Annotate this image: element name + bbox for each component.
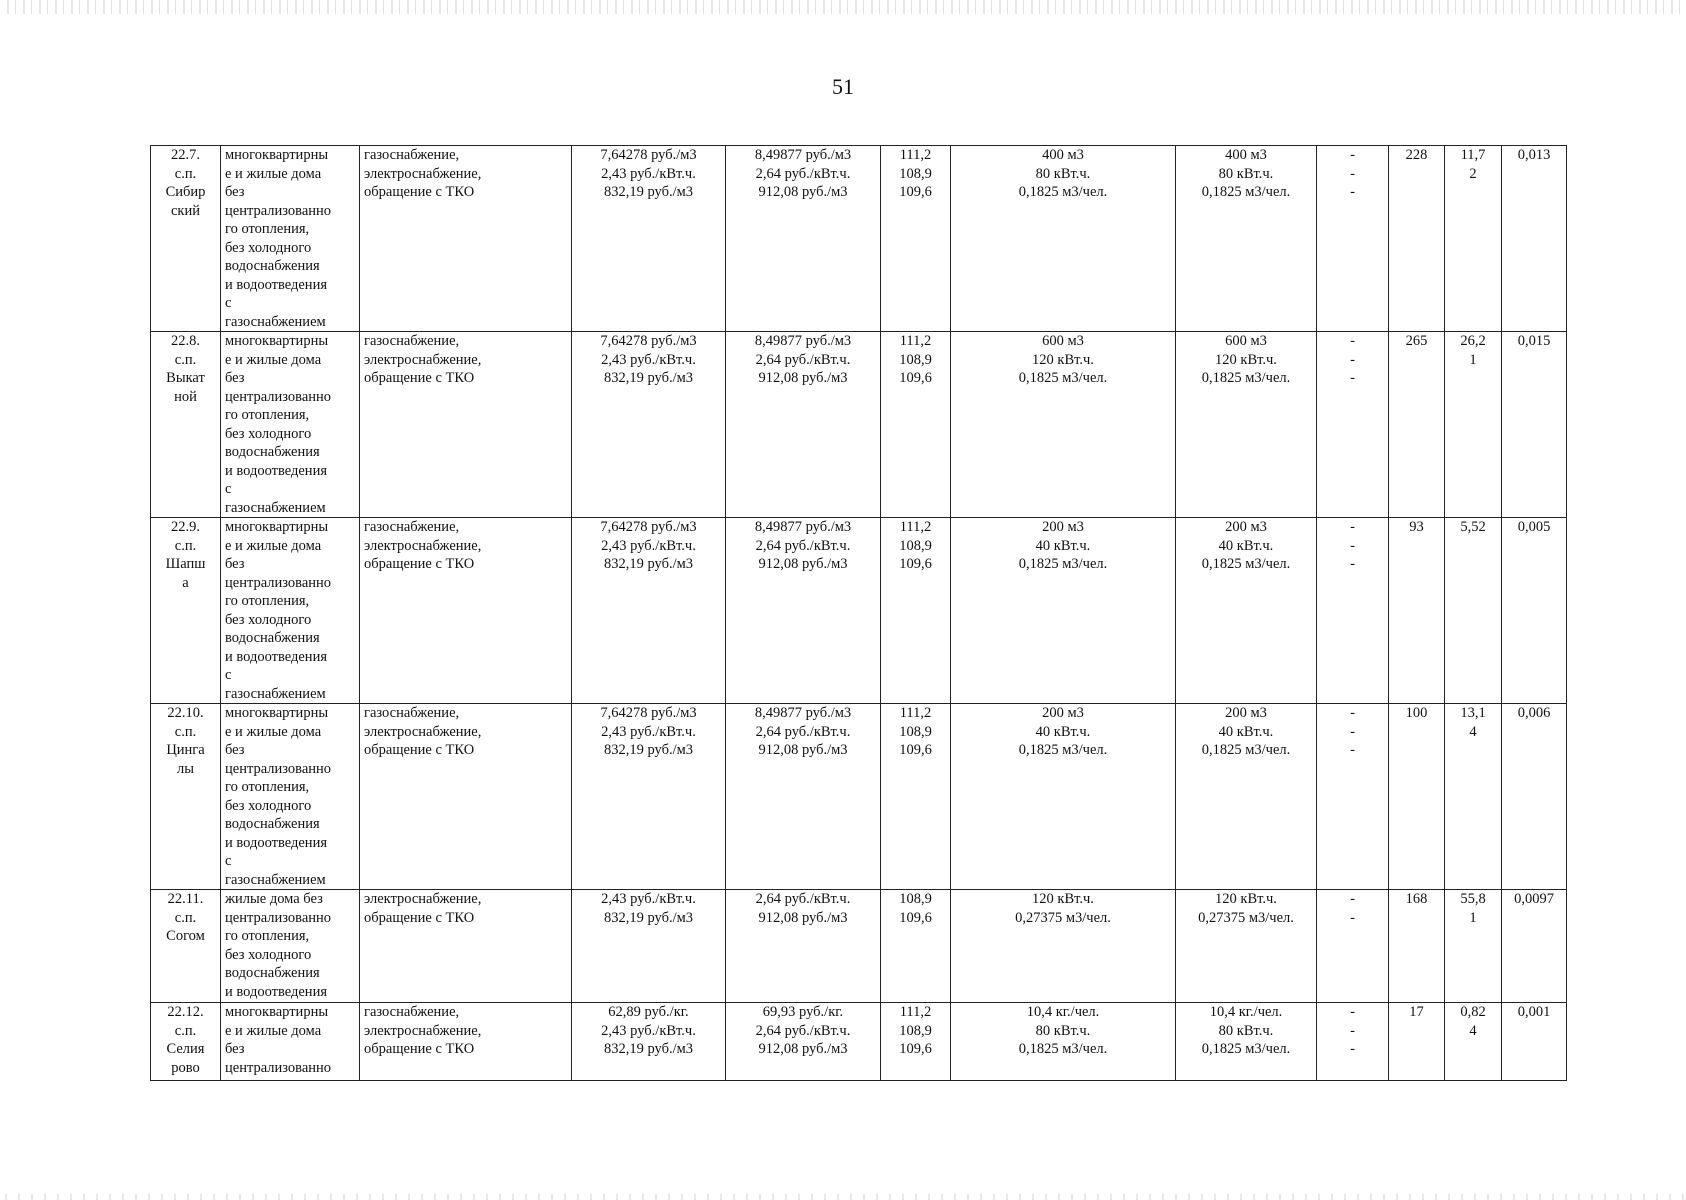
index-line: 108,9 (899, 1022, 932, 1039)
share-value: 0,001 (1517, 1004, 1551, 1020)
volume-new-line: 200 м3 (1225, 519, 1267, 535)
housing-type-line: водоснабжения (225, 816, 320, 832)
volume-current-line: 200 м3 (1042, 705, 1084, 721)
index-cell (881, 146, 951, 332)
settlement-line: с.п. (174, 351, 197, 368)
dash-line: - (1350, 742, 1355, 758)
share-value: 0,013 (1517, 147, 1551, 163)
housing-type-line: е и жилые дома (225, 1022, 322, 1039)
services-line: электроснабжение, (364, 723, 482, 740)
amount-cell (1445, 518, 1502, 704)
tariff-new-line: 2,64 руб./кВт.ч. (755, 1022, 851, 1039)
share-cell (1502, 332, 1567, 518)
volume-current-line: 0,1825 м3/чел. (1018, 742, 1108, 758)
index-cell (881, 704, 951, 890)
settlement-line: 22.7. (171, 147, 200, 163)
settlement-line: 22.12. (167, 1004, 204, 1020)
services-cell (360, 146, 572, 332)
settlement-line: Цинга (166, 742, 205, 758)
dash-line: - (1350, 147, 1355, 163)
tariff-current-line: 832,19 руб./м3 (603, 1041, 694, 1057)
housing-type-line: централизованно (225, 1059, 332, 1076)
services-line: газоснабжение, (364, 519, 460, 535)
table-body (151, 146, 1567, 1081)
volume-new-line: 120 кВт.ч. (1215, 351, 1277, 368)
housing-type-line: и водоотведения (225, 834, 327, 851)
index-line: 111,2 (899, 147, 932, 163)
people-count-cell (1389, 1003, 1445, 1081)
housing-type-line: централизованно (225, 909, 332, 926)
housing-type-line: с (225, 295, 232, 311)
volume-current-cell (951, 704, 1176, 890)
volume-new-line: 0,27375 м3/чел. (1198, 909, 1294, 926)
share-value: 0,006 (1517, 705, 1551, 721)
services-cell (360, 890, 572, 1003)
housing-type-cell (221, 146, 360, 332)
tariff-current-cell (572, 518, 726, 704)
tariff-new-line: 912,08 руб./м3 (758, 556, 848, 572)
housing-type-line: без холодного (225, 611, 312, 628)
tariff-current-line: 2,43 руб./кВт.ч. (601, 165, 696, 182)
amount-cell (1445, 146, 1502, 332)
volume-new-cell (1176, 518, 1317, 704)
amount-line: 11,7 (1460, 147, 1486, 163)
index-line: 111,2 (899, 333, 932, 349)
share-cell (1502, 1003, 1567, 1081)
housing-type-line: с (225, 853, 232, 869)
tariff-current-line: 832,19 руб./м3 (603, 184, 694, 200)
amount-line: 0,82 (1460, 1004, 1486, 1020)
settlement-line: 22.11. (167, 891, 204, 907)
dash-line: - (1350, 184, 1355, 200)
volume-current-line: 80 кВт.ч. (1035, 1022, 1091, 1039)
services-line: газоснабжение, (364, 705, 460, 721)
tariff-new-line: 912,08 руб./м3 (758, 1041, 848, 1057)
share-value: 0,0097 (1514, 891, 1554, 907)
housing-type-line: многоквартирны (225, 519, 329, 535)
housing-type-line: и водоотведения (225, 983, 327, 1000)
volume-current-line: 120 кВт.ч. (1032, 891, 1094, 907)
amount-line: 26,2 (1460, 333, 1486, 349)
housing-type-cell (221, 890, 360, 1003)
amount-line: 1 (1469, 351, 1477, 368)
tariff-new-cell (726, 518, 881, 704)
share-cell (1502, 518, 1567, 704)
housing-type-line: газоснабжением (225, 685, 326, 702)
housing-type-line: е и жилые дома (225, 723, 322, 740)
settlement-cell (151, 332, 221, 518)
settlement-line: с.п. (174, 1022, 197, 1039)
index-line: 108,9 (899, 891, 932, 907)
settlement-line: с.п. (174, 537, 197, 554)
people-count-value: 100 (1405, 705, 1428, 721)
settlement-line: Согом (166, 928, 205, 944)
services-line: обращение с ТКО (364, 909, 475, 926)
volume-current-line: 0,1825 м3/чел. (1018, 184, 1108, 200)
volume-new-line: 200 м3 (1225, 705, 1267, 721)
volume-new-line: 600 м3 (1225, 333, 1267, 349)
settlement-cell (151, 1003, 221, 1081)
amount-cell (1445, 890, 1502, 1003)
housing-type-line: е и жилые дома (225, 165, 322, 182)
services-cell (360, 332, 572, 518)
services-line: обращение с ТКО (364, 556, 475, 572)
tariff-new-line: 912,08 руб./м3 (758, 909, 848, 926)
table-row (151, 704, 1567, 890)
index-line: 108,9 (899, 537, 932, 554)
settlement-line: рово (171, 1059, 200, 1076)
volume-new-line: 80 кВт.ч. (1218, 1022, 1274, 1039)
dash-line: - (1350, 705, 1355, 721)
housing-type-line: газоснабжением (225, 313, 326, 330)
settlement-line: лы (177, 760, 194, 777)
people-count-cell (1389, 518, 1445, 704)
volume-current-cell (951, 1003, 1176, 1081)
housing-type-cell (221, 704, 360, 890)
index-line: 111,2 (899, 705, 932, 721)
volume-current-line: 600 м3 (1042, 333, 1084, 349)
tariff-new-line: 69,93 руб./кг. (762, 1004, 844, 1020)
amount-line: 1 (1469, 909, 1477, 926)
volume-current-line: 10,4 кг./чел. (1026, 1004, 1100, 1020)
index-line: 109,6 (899, 909, 932, 926)
services-line: электроснабжение, (364, 1022, 482, 1039)
tariff-new-cell (726, 332, 881, 518)
volume-current-line: 40 кВт.ч. (1035, 723, 1091, 740)
index-line: 111,2 (899, 519, 932, 535)
people-count-value: 228 (1405, 147, 1428, 163)
housing-type-line: без холодного (225, 797, 312, 814)
settlement-cell (151, 146, 221, 332)
volume-new-line: 0,1825 м3/чел. (1201, 370, 1291, 386)
people-count-cell (1389, 332, 1445, 518)
tariff-new-cell (726, 704, 881, 890)
volume-new-line: 0,1825 м3/чел. (1201, 1041, 1291, 1057)
index-line: 109,6 (899, 556, 932, 572)
amount-line: 4 (1469, 723, 1477, 740)
table-row (151, 332, 1567, 518)
services-line: газоснабжение, (364, 1004, 460, 1020)
table-row (151, 518, 1567, 704)
tariff-new-cell (726, 1003, 881, 1081)
dash-cell (1317, 1003, 1389, 1081)
settlement-line: 22.9. (171, 519, 200, 535)
dash-cell (1317, 704, 1389, 890)
share-cell (1502, 704, 1567, 890)
index-line: 108,9 (899, 351, 932, 368)
tariff-new-cell (726, 146, 881, 332)
people-count-cell (1389, 890, 1445, 1003)
share-value: 0,005 (1517, 519, 1551, 535)
settlement-line: 22.8. (171, 333, 200, 349)
housing-type-line: без холодного (225, 425, 312, 442)
volume-current-cell (951, 890, 1176, 1003)
index-line: 109,6 (899, 184, 932, 200)
tariff-current-line: 832,19 руб./м3 (603, 742, 694, 758)
housing-type-line: без (225, 742, 245, 758)
services-line: газоснабжение, (364, 333, 460, 349)
housing-type-line: водоснабжения (225, 630, 320, 646)
table-row (151, 890, 1567, 1003)
people-count-value: 168 (1405, 891, 1428, 907)
dash-line: - (1350, 909, 1355, 926)
housing-type-line: и водоотведения (225, 648, 327, 665)
dash-line: - (1350, 165, 1355, 182)
volume-current-line: 400 м3 (1042, 147, 1084, 163)
dash-cell (1317, 518, 1389, 704)
housing-type-line: без холодного (225, 239, 312, 256)
services-cell (360, 1003, 572, 1081)
tariff-new-line: 2,64 руб./кВт.ч. (755, 537, 851, 554)
settlement-line: а (182, 574, 189, 591)
tariff-current-cell (572, 704, 726, 890)
tariff-new-line: 8,49877 руб./м3 (754, 147, 852, 163)
volume-new-line: 0,1825 м3/чел. (1201, 742, 1291, 758)
volume-new-line: 10,4 кг./чел. (1209, 1004, 1283, 1020)
volume-current-cell (951, 146, 1176, 332)
tariff-new-line: 2,64 руб./кВт.ч. (755, 165, 851, 182)
tariff-new-line: 912,08 руб./м3 (758, 370, 848, 386)
settlement-line: ский (171, 202, 200, 219)
volume-new-cell (1176, 890, 1317, 1003)
housing-type-line: без (225, 370, 245, 386)
settlement-line: 22.10. (167, 705, 204, 721)
amount-line: 5,52 (1460, 519, 1486, 535)
tariff-new-line: 8,49877 руб./м3 (754, 705, 852, 721)
dash-line: - (1350, 351, 1355, 368)
settlement-line: ной (174, 388, 197, 405)
services-line: обращение с ТКО (364, 370, 475, 386)
scan-edge-bottom (0, 1194, 1686, 1200)
services-line: электроснабжение, (364, 165, 482, 182)
volume-current-cell (951, 518, 1176, 704)
index-line: 108,9 (899, 723, 932, 740)
dash-line: - (1350, 1004, 1355, 1020)
tariff-current-line: 2,43 руб./кВт.ч. (601, 537, 696, 554)
services-cell (360, 704, 572, 890)
dash-line: - (1350, 519, 1355, 535)
volume-new-cell (1176, 1003, 1317, 1081)
settlement-cell (151, 704, 221, 890)
settlement-line: Шапш (165, 556, 206, 572)
settlement-cell (151, 518, 221, 704)
tariff-current-line: 62,89 руб./кг. (608, 1004, 689, 1020)
volume-new-cell (1176, 146, 1317, 332)
dash-line: - (1350, 537, 1355, 554)
index-line: 109,6 (899, 370, 932, 386)
volume-current-cell (951, 332, 1176, 518)
tariff-current-cell (572, 332, 726, 518)
table-row (151, 1003, 1567, 1081)
tariff-current-cell (572, 1003, 726, 1081)
volume-new-line: 400 м3 (1225, 147, 1267, 163)
housing-type-line: централизованно (225, 574, 332, 591)
amount-cell (1445, 1003, 1502, 1081)
volume-new-cell (1176, 332, 1317, 518)
tariff-current-line: 7,64278 руб./м3 (600, 147, 697, 163)
volume-new-line: 80 кВт.ч. (1218, 165, 1274, 182)
volume-current-line: 200 м3 (1042, 519, 1084, 535)
tariff-new-line: 912,08 руб./м3 (758, 742, 848, 758)
table-row (151, 146, 1567, 332)
housing-type-line: без (225, 184, 245, 200)
housing-type-line: с (225, 667, 232, 683)
people-count-value: 17 (1409, 1004, 1424, 1020)
tariff-current-line: 832,19 руб./м3 (603, 370, 694, 386)
tariff-new-line: 8,49877 руб./м3 (754, 333, 852, 349)
housing-type-line: централизованно (225, 388, 332, 405)
amount-cell (1445, 332, 1502, 518)
dash-line: - (1350, 556, 1355, 572)
housing-type-line: е и жилые дома (225, 351, 322, 368)
services-line: газоснабжение, (364, 147, 460, 163)
scan-edge-top (0, 0, 1686, 14)
volume-current-line: 0,1825 м3/чел. (1018, 1041, 1108, 1057)
settlement-line: с.п. (174, 909, 197, 926)
tariff-current-line: 7,64278 руб./м3 (600, 519, 697, 535)
housing-type-cell (221, 332, 360, 518)
dash-cell (1317, 890, 1389, 1003)
dash-line: - (1350, 1022, 1355, 1039)
housing-type-line: го отопления, (225, 593, 310, 609)
index-cell (881, 518, 951, 704)
amount-line: 4 (1469, 1022, 1477, 1039)
tariff-current-cell (572, 890, 726, 1003)
housing-type-line: го отопления, (225, 407, 310, 423)
volume-current-line: 120 кВт.ч. (1032, 351, 1094, 368)
tariff-current-line: 2,43 руб./кВт.ч. (601, 1022, 696, 1039)
volume-new-line: 120 кВт.ч. (1215, 891, 1277, 907)
services-line: электроснабжение, (364, 891, 482, 907)
share-cell (1502, 146, 1567, 332)
settlement-line: Выкат (166, 370, 205, 386)
volume-current-line: 0,1825 м3/чел. (1018, 370, 1108, 386)
housing-type-line: без холодного (225, 946, 312, 963)
housing-type-line: водоснабжения (225, 258, 320, 274)
tariff-current-line: 832,19 руб./м3 (603, 909, 694, 926)
share-value: 0,015 (1517, 333, 1551, 349)
page-number: 51 (832, 74, 854, 99)
dash-cell (1317, 146, 1389, 332)
tariff-current-line: 2,43 руб./кВт.ч. (601, 351, 696, 368)
volume-new-line: 0,1825 м3/чел. (1201, 556, 1291, 572)
tariff-new-line: 2,64 руб./кВт.ч. (755, 351, 851, 368)
housing-type-line: централизованно (225, 760, 332, 777)
index-cell (881, 1003, 951, 1081)
services-line: обращение с ТКО (364, 184, 475, 200)
housing-type-line: без (225, 1041, 245, 1057)
dash-line: - (1350, 891, 1355, 907)
tariff-new-line: 2,64 руб./кВт.ч. (755, 891, 851, 907)
tariff-new-cell (726, 890, 881, 1003)
housing-type-cell (221, 518, 360, 704)
tariff-table (150, 145, 1567, 1081)
index-line: 111,2 (899, 1004, 932, 1020)
settlement-line: Селия (166, 1041, 205, 1057)
housing-type-line: водоснабжения (225, 965, 320, 981)
index-cell (881, 332, 951, 518)
volume-new-cell (1176, 704, 1317, 890)
housing-type-line: с (225, 481, 232, 497)
housing-type-line: и водоотведения (225, 276, 327, 293)
amount-line: 13,1 (1460, 705, 1486, 721)
housing-type-line: многоквартирны (225, 147, 329, 163)
index-cell (881, 890, 951, 1003)
tariff-new-line: 8,49877 руб./м3 (754, 519, 852, 535)
housing-type-line: централизованно (225, 202, 332, 219)
dash-line: - (1350, 333, 1355, 349)
volume-current-line: 80 кВт.ч. (1035, 165, 1091, 182)
share-cell (1502, 890, 1567, 1003)
index-line: 108,9 (899, 165, 932, 182)
services-line: обращение с ТКО (364, 742, 475, 758)
housing-type-line: го отопления, (225, 928, 310, 944)
services-line: обращение с ТКО (364, 1041, 475, 1057)
tariff-current-line: 2,43 руб./кВт.ч. (601, 891, 696, 907)
index-line: 109,6 (899, 1041, 932, 1057)
people-count-value: 93 (1409, 519, 1424, 535)
tariff-current-line: 2,43 руб./кВт.ч. (601, 723, 696, 740)
housing-type-line: многоквартирны (225, 333, 329, 349)
housing-type-line: водоснабжения (225, 444, 320, 460)
tariff-current-cell (572, 146, 726, 332)
housing-type-line: е и жилые дома (225, 537, 322, 554)
settlement-line: с.п. (174, 723, 197, 740)
services-line: электроснабжение, (364, 537, 482, 554)
housing-type-line: газоснабжением (225, 499, 326, 516)
dash-line: - (1350, 1041, 1355, 1057)
housing-type-line: газоснабжением (225, 871, 326, 888)
housing-type-line: многоквартирны (225, 705, 329, 721)
volume-new-line: 40 кВт.ч. (1218, 723, 1274, 740)
housing-type-line: жилые дома без (225, 891, 323, 907)
housing-type-cell (221, 1003, 360, 1081)
settlement-line: Сибир (165, 184, 206, 200)
volume-new-line: 40 кВт.ч. (1218, 537, 1274, 554)
dash-cell (1317, 332, 1389, 518)
volume-new-line: 0,1825 м3/чел. (1201, 184, 1291, 200)
volume-current-line: 40 кВт.ч. (1035, 537, 1091, 554)
index-line: 109,6 (899, 742, 932, 758)
amount-line: 2 (1469, 165, 1477, 182)
services-cell (360, 518, 572, 704)
tariff-current-line: 832,19 руб./м3 (603, 556, 694, 572)
housing-type-line: го отопления, (225, 221, 310, 237)
housing-type-line: и водоотведения (225, 462, 327, 479)
amount-line: 55,8 (1460, 891, 1486, 907)
tariff-new-line: 2,64 руб./кВт.ч. (755, 723, 851, 740)
tariff-current-line: 7,64278 руб./м3 (600, 333, 697, 349)
volume-current-line: 0,27375 м3/чел. (1015, 909, 1111, 926)
volume-current-line: 0,1825 м3/чел. (1018, 556, 1108, 572)
people-count-cell (1389, 146, 1445, 332)
dash-line: - (1350, 370, 1355, 386)
housing-type-line: многоквартирны (225, 1004, 329, 1020)
people-count-value: 265 (1405, 333, 1428, 349)
people-count-cell (1389, 704, 1445, 890)
services-line: электроснабжение, (364, 351, 482, 368)
settlement-line: с.п. (174, 165, 197, 182)
housing-type-line: без (225, 556, 245, 572)
amount-cell (1445, 704, 1502, 890)
dash-line: - (1350, 723, 1355, 740)
housing-type-line: го отопления, (225, 779, 310, 795)
settlement-cell (151, 890, 221, 1003)
tariff-current-line: 7,64278 руб./м3 (600, 705, 697, 721)
tariff-new-line: 912,08 руб./м3 (758, 184, 848, 200)
